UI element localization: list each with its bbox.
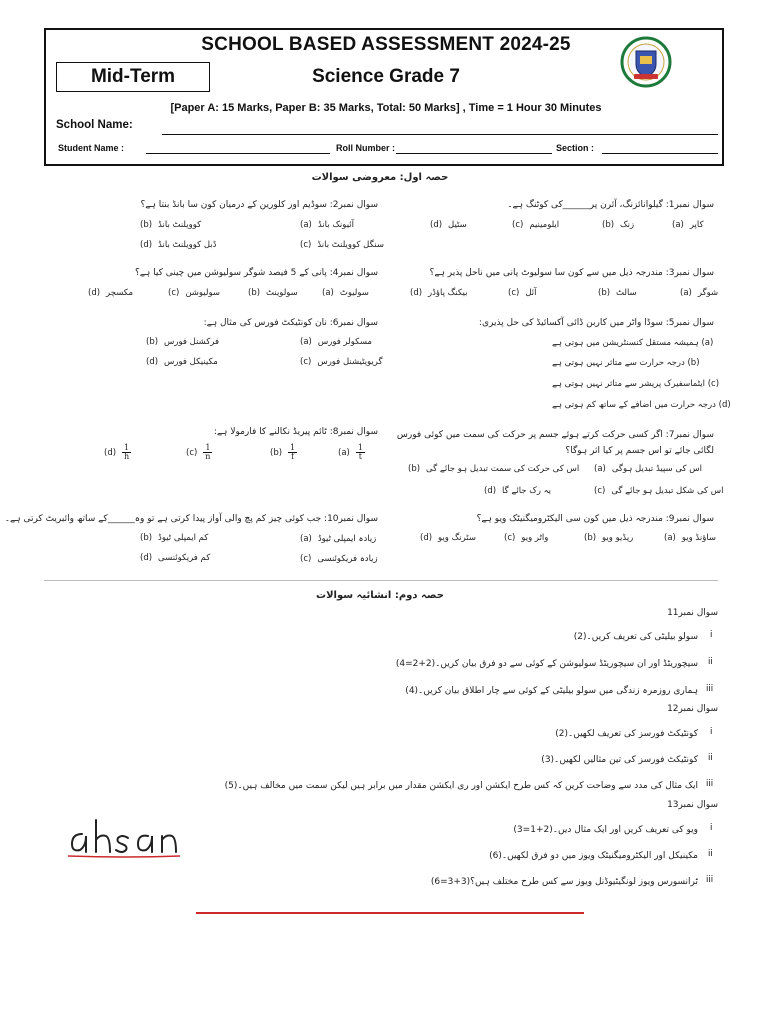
student-name-label: Student Name :	[58, 143, 125, 153]
school-name-field[interactable]	[162, 134, 718, 135]
question-8: سوال نمبر8: ٹائم پیریڈ نکالنے کا فارمولا ہے:	[213, 427, 378, 437]
q7-option-d[interactable]: (d) یہ رک جائے گا	[484, 486, 552, 496]
q3-option-c[interactable]: (c) آئل	[508, 288, 537, 298]
q12-part-iii-numeral: iii	[706, 779, 714, 789]
q11-part-ii: سیچوریٹڈ اور ان سیچوریٹڈ سولیوشن کے کوئی سے دو فرق بیان کریں۔(2+2=4)	[395, 659, 698, 669]
school-name-label: School Name:	[56, 119, 133, 131]
q9-option-b[interactable]: (b) ریڈیو ویو	[584, 533, 634, 543]
q13-part-iii-numeral: iii	[706, 875, 714, 885]
q6-option-d[interactable]: (d) مکینیکل فورس	[146, 357, 218, 367]
q11-part-i: سولو بیلیٹی کی تعریف کریں۔(2)	[573, 632, 698, 642]
q2-option-c[interactable]: (c) سنگل کوویلنٹ بانڈ	[300, 240, 384, 250]
handwritten-signature	[66, 812, 186, 862]
q4-option-d[interactable]: (d) مکسچر	[88, 288, 134, 298]
q8-option-c[interactable]: (c) $\frac{1}{n}$	[186, 443, 211, 461]
q9-option-d[interactable]: (d) سٹرنگ ویو	[420, 533, 476, 543]
q9-option-a[interactable]: (a) ساؤنڈ ویو	[664, 533, 717, 543]
section-divider	[44, 580, 718, 581]
q10-option-b[interactable]: (b) کم ایمپلی ٹیوڈ	[140, 533, 209, 543]
q7-option-c[interactable]: (c) اس کی شکل تبدیل ہو جائے گی	[594, 486, 724, 496]
q4-option-b[interactable]: (b) سولوینٹ	[248, 288, 298, 298]
q3-option-d[interactable]: (d) بیکنگ پاؤڈر	[410, 288, 468, 298]
question-2: سوال نمبر2: سوڈیم اور کلورین کے درمیان کون سا بانڈ بنتا ہے؟	[140, 200, 378, 210]
section-field[interactable]	[602, 153, 718, 154]
q2-option-d[interactable]: (d) ڈبل کوویلنٹ بانڈ	[140, 240, 217, 250]
q6-option-a[interactable]: (a) مسکولر فورس	[300, 337, 372, 347]
q13-part-iii: ٹرانسورس ویوز لونگیٹیوڈنل ویوز سے کس طرح مختلف ہیں؟(3+3=6)	[430, 877, 698, 887]
q10-option-a[interactable]: (a) زیادہ ایمپلی ٹیوڈ	[300, 534, 377, 544]
q12-part-ii: کونٹیکٹ فورسز کی تین مثالیں لکھیں۔(3)	[541, 755, 698, 765]
q1-option-a[interactable]: (a) کاپر	[672, 220, 704, 230]
q11-part-iii: ہماری روزمرہ زندگی میں سولو بیلیٹی کے کوئی سے چار اطلاق بیان کریں۔(4)	[405, 686, 698, 696]
roll-number-label: Roll Number :	[336, 143, 396, 153]
q9-option-c[interactable]: (c) واٹر ویو	[504, 533, 549, 543]
q7-option-a[interactable]: (a) اس کی سپیڈ تبدیل ہوگی	[594, 464, 702, 474]
question-3: سوال نمبر3: مندرجہ ذیل میں سے کون سا سولیوٹ پانی میں ناحل پذیر ہے؟	[429, 268, 714, 278]
signature-underline	[196, 912, 584, 914]
q12-part-i: کونٹیکٹ فورسز کی تعریف لکھیں۔(2)	[555, 729, 698, 739]
q12-part-ii-numeral: ii	[708, 753, 713, 763]
question-5: سوال نمبر5: سوڈا واٹر میں کاربن ڈائی آکسائیڈ کی حل پذیری:	[478, 318, 714, 328]
q4-option-a[interactable]: (a) سولیوٹ	[322, 288, 369, 298]
school-logo-icon	[620, 36, 672, 88]
assessment-title: SCHOOL BASED ASSESSMENT 2024-25	[201, 34, 571, 55]
q8-option-d[interactable]: (d) $\frac{1}{h}$	[104, 443, 130, 461]
q13-part-i: ویو کی تعریف کریں اور ایک مثال دیں۔(2+1=3)	[513, 825, 698, 835]
question-11-title: سوال نمبر11	[667, 608, 718, 618]
q12-part-iii: ایک مثال کی مدد سے وضاحت کریں کہ کس طرح ایکشن اور ری ایکشن مقدار میں برابر ہیں لیکن سمت میں مخالف ہیں۔(5)	[224, 781, 698, 791]
subject-title: Science Grade 7	[312, 66, 460, 87]
q5-option-a[interactable]: ہمیشہ مستقل کنسنٹریشن میں ہوتی ہے (a)	[552, 338, 714, 348]
roll-number-field[interactable]	[396, 153, 552, 154]
question-12-title: سوال نمبر12	[667, 704, 718, 714]
student-name-field[interactable]	[146, 153, 330, 154]
q7-option-b[interactable]: (b) اس کی حرکت کی سمت تبدیل ہو جائے گی	[408, 464, 580, 474]
q5-option-c[interactable]: ایٹماسفیرک پریشر سے متاثر نہیں ہوتی ہے (c)	[552, 379, 720, 389]
q11-part-ii-numeral: ii	[708, 657, 713, 667]
q13-part-ii-numeral: ii	[708, 849, 713, 859]
question-13-title: سوال نمبر13	[667, 800, 718, 810]
paper-info: [Paper A: 15 Marks, Paper B: 35 Marks, Total: 50 Marks] , Time = 1 Hour 30 Minutes	[170, 102, 602, 114]
q3-option-b[interactable]: (b) سالٹ	[598, 288, 637, 298]
q10-option-d[interactable]: (d) کم فریکوئنسی	[140, 553, 211, 563]
q8-option-a[interactable]: (a) $\frac{1}{t}$	[338, 443, 363, 461]
q1-option-b[interactable]: (b) زنک	[602, 220, 635, 230]
q11-part-i-numeral: i	[710, 630, 713, 640]
q2-option-b[interactable]: (b) کوویلنٹ بانڈ	[140, 220, 202, 230]
q12-part-i-numeral: i	[710, 727, 713, 737]
question-9: سوال نمبر9: مندرجہ ذیل میں کون سی الیکٹرومیگنیٹک ویو ہے؟	[476, 514, 714, 524]
term-box: Mid-Term	[56, 62, 210, 92]
q4-option-c[interactable]: (c) سولیوشن	[168, 288, 220, 298]
q10-option-c[interactable]: (c) زیادہ فریکوئنسی	[300, 554, 378, 564]
q6-option-c[interactable]: (c) گریویٹیشنل فورس	[300, 357, 383, 367]
question-10: سوال نمبر10: جب کوئی چیز کم پچ والی آواز پیدا کرتی ہے تو وہ______کے ساتھ وائبریٹ کرتی ہے۔	[4, 514, 378, 524]
question-1: سوال نمبر1: گیلوانائزنگ، آئرن پر______کی کوٹنگ ہے۔	[507, 200, 714, 210]
header-box	[44, 28, 724, 166]
q2-option-a[interactable]: (a) آئیونک بانڈ	[300, 220, 354, 230]
q13-part-i-numeral: i	[710, 823, 713, 833]
q1-option-c[interactable]: (c) ایلومینیم	[512, 220, 560, 230]
part1-heading: حصہ اول: معروضی سوالات	[311, 172, 449, 183]
q5-option-b[interactable]: درجہ حرارت سے متاثر نہیں ہوتی ہے (b)	[552, 358, 700, 368]
q6-option-b[interactable]: (b) فرکشنل فورس	[146, 337, 220, 347]
q3-option-a[interactable]: (a) شوگر	[680, 288, 719, 298]
question-7: سوال نمبر7: اگر کسی حرکت کرتے ہوئے جسم پر حرکت کی سمت میں کوئی فورس لگائی جائے تو اس جسم پر کیا اثر ہوگا؟	[396, 430, 714, 456]
q5-option-d[interactable]: درجہ حرارت میں اضافے کے ساتھ کم ہوتی ہے (d)	[552, 400, 731, 410]
q1-option-d[interactable]: (d) سٹیل	[430, 220, 467, 230]
q8-option-b[interactable]: (b) $\frac{1}{f}$	[270, 443, 296, 461]
part2-heading: حصہ دوم: انشائیہ سوالات	[316, 590, 444, 601]
section-label: Section :	[556, 143, 595, 153]
q13-part-ii: مکینیکل اور الیکٹرومیگنیٹک ویوز میں دو فرق لکھیں۔(6)	[489, 851, 698, 861]
question-4: سوال نمبر4: پانی کے 5 فیصد شوگر سولیوشن میں چینی کیا ہے؟	[134, 268, 378, 278]
question-6: سوال نمبر6: نان کونٹیکٹ فورس کی مثال ہے:	[203, 318, 378, 328]
q11-part-iii-numeral: iii	[706, 684, 714, 694]
